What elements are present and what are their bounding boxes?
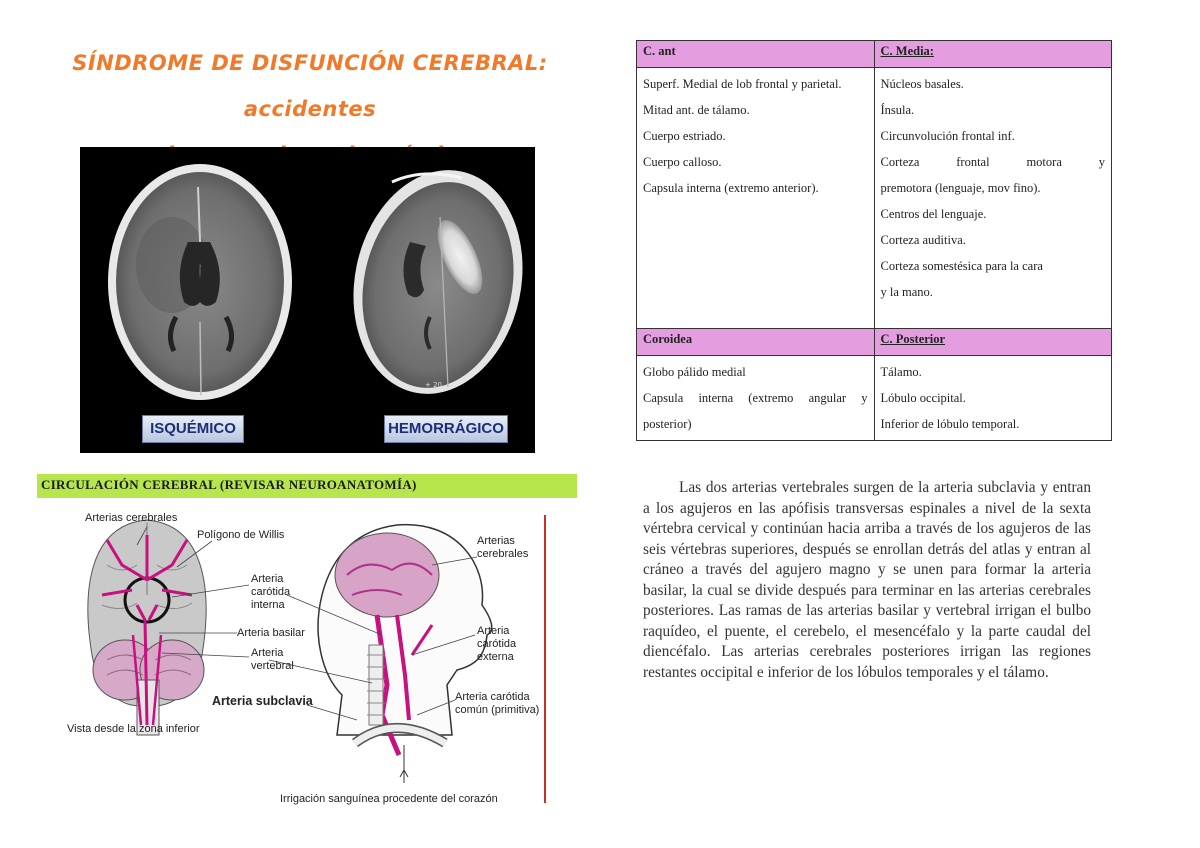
arteries-table: [636, 40, 1112, 441]
hemorrhagic-label: HEMORRÁGICO: [384, 415, 508, 443]
c-posterior-item: Lóbulo occipital.: [880, 391, 966, 405]
ct-scan-drawing: [80, 147, 535, 453]
brain-inferior-view: [88, 520, 206, 735]
c-media-item: Corteza frontal motora y: [880, 155, 1105, 169]
header-c-media: C. Media:: [874, 41, 1112, 68]
c-ant-item: Superf. Medial de lob frontal y parietal.: [643, 77, 842, 91]
label-irrigacion: Irrigación sanguínea procedente del corazón: [280, 793, 498, 805]
label-arteria-subclavia: Arteria subclavia: [212, 694, 313, 708]
c-media-item: Centros del lenguaje.: [880, 207, 987, 221]
label-arterias-cerebrales-left: Arterias cerebrales: [85, 512, 178, 524]
ct-ischemic: [108, 164, 292, 400]
label-vista-inferior: Vista desde la zona inferior: [67, 723, 200, 735]
vertebral-arteries-paragraph: Las dos arterias vertebrales surgen de la arteria subclavia y entran a los agujeros en las apófisis transversas espinales a nivel de la sexta vértebra cervical y continúan hacia arriba a través de los agujeros de las seis vértebras superiores, después se enrollan detrás del atlas y entran al cráneo a través del agujero magno y se unen para formar la arteria basilar, la cual se divide después para terminar en las arterias cerebrales posteriores. Las ramas de las arterias basilar y vertebral irrigan el bulbo raquídeo, el puente, el cerebelo, el mesencéfalo y la parte caudal del diencéfalo. Las arterias cerebrales posteriores irrigan las regiones restantes occipital e inferior de los lóbulos temporales y el tálamo.: [643, 479, 1091, 681]
ct-hemorrhagic: [333, 154, 535, 410]
c-posterior-item: Inferior de lóbulo temporal.: [880, 417, 1020, 431]
svg-text:+ 20: + 20: [425, 381, 442, 389]
header-coroidea: Coroidea: [637, 329, 875, 356]
c-media-item: Corteza somestésica para la cara: [880, 259, 1043, 273]
c-media-item: Ínsula.: [880, 103, 915, 117]
label-poligono-willis: Polígono de Willis: [197, 529, 285, 541]
c-posterior-item: Tálamo.: [880, 365, 922, 379]
c-media-item: y la mano.: [880, 285, 933, 299]
ct-scan-images: [80, 147, 535, 453]
cell-c-ant: [637, 68, 875, 329]
header-c-posterior: C. Posterior: [874, 329, 1112, 356]
c-ant-item: Capsula interna (extremo anterior).: [643, 181, 819, 195]
cerebral-circulation-diagram: [37, 505, 549, 805]
label-arteria-basilar: Arteria basilar: [237, 627, 305, 639]
label-carotida-externa: Arteria carótida externa: [477, 625, 517, 663]
label-carotida-interna: Arteria carótida interna: [251, 573, 291, 611]
head-lateral-view: [318, 525, 492, 783]
coroidea-item: Globo pálido medial: [643, 365, 746, 379]
header-c-ant: C. ant: [637, 41, 875, 68]
label-carotida-comun: Arteria carótida común (primitiva): [455, 691, 540, 716]
cell-c-posterior: [874, 356, 1112, 441]
cell-c-media: [874, 68, 1112, 329]
c-ant-item: Cuerpo estriado.: [643, 129, 726, 143]
label-arterias-cerebrales-right: Arterias cerebrales: [477, 535, 529, 560]
ischemic-label: ISQUÉMICO: [142, 415, 244, 443]
coroidea-item: posterior): [643, 417, 692, 431]
coroidea-item: Capsula interna (extremo angular y: [643, 391, 868, 405]
c-media-item: Corteza auditiva.: [880, 233, 966, 247]
cell-coroidea: [637, 356, 875, 441]
section-heading: CIRCULACIÓN CEREBRAL (REVISAR NEUROANATOMÍA): [37, 474, 577, 498]
c-media-item: premotora (lenguaje, mov fino).: [880, 181, 1041, 195]
c-ant-item: Cuerpo calloso.: [643, 155, 722, 169]
c-media-item: Circunvolución frontal inf.: [880, 129, 1015, 143]
title-line-1: SÍNDROME DE DISFUNCIÓN CEREBRAL: accidentes: [72, 51, 548, 121]
label-arteria-vertebral: Arteria vertebral: [251, 647, 294, 672]
c-media-item: Núcleos basales.: [880, 77, 964, 91]
c-ant-item: Mitad ant. de tálamo.: [643, 103, 750, 117]
